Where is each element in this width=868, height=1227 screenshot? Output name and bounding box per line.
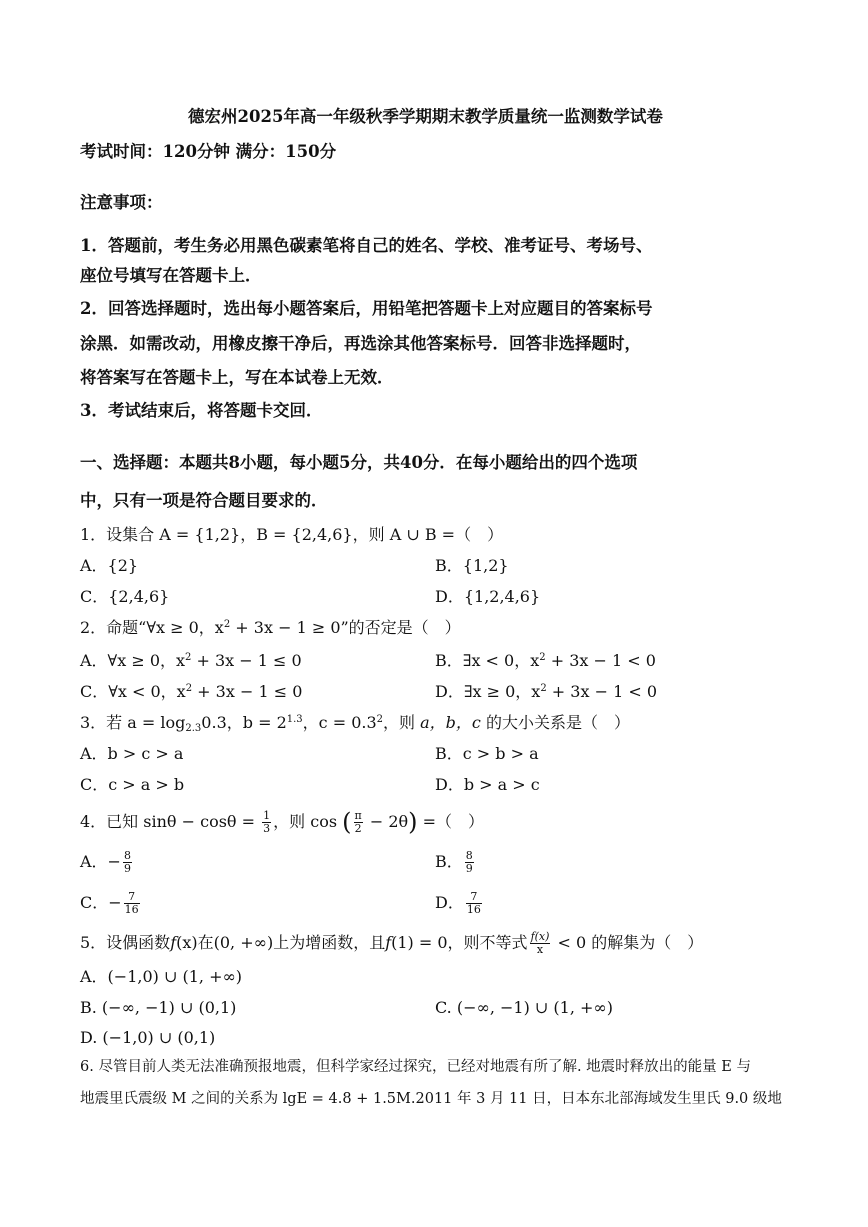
- section-1-heading-b: 中，只有一项是符合题目要求的．: [80, 491, 328, 510]
- note-2-line-a: 2．回答选择题时，选出每小题答案后，用铅笔把答题卡上对应题目的答案标号: [80, 299, 653, 318]
- exam-title: 德宏州2025年高一年级秋季学期期末教学质量统一监测数学试卷: [188, 107, 663, 126]
- q2-stem: 2．命题“∀x ≥ 0，$x^2 + 3x - 1 \ge 0$”的否定是（ ）: [80, 618, 461, 637]
- q1-option-c: C．{2,4,6}: [80, 587, 170, 606]
- q4-option-a: A．− $\frac{8}{9}$: [80, 849, 131, 875]
- q2-option-b: B．∃x < 0，$x^2 + 3x - 1 < 0$: [435, 651, 656, 670]
- note-2-line-c: 将答案写在答题卡上，写在本试卷上无效．: [80, 368, 394, 387]
- note-2-line-b: 涂黑．如需改动，用橡皮擦干净后，再选涂其他答案标号．回答非选择题时，: [80, 334, 641, 353]
- note-3: 3．考试结束后，将答题卡交回．: [80, 401, 323, 420]
- q3-option-a: A．b > c > a: [80, 744, 184, 763]
- q1-option-d: D．{1,2,4,6}: [435, 587, 541, 606]
- q4-stem: 4．已知 sinθ − cosθ = $\frac{1}{3}$ ，则 cos ( $\frac{\pi}{2}$ − 2θ) =（ ）: [80, 808, 485, 836]
- q5-stem: 5．设偶函数f(x)在(0, +∞)上为增函数，且f(1) = 0，则不等式 $\frac{f(x)}{x}$ < 0 的解集为（ ）: [80, 930, 704, 956]
- q5-option-c: C. (−∞, −1) ∪ (1, +∞): [435, 998, 613, 1017]
- q2-option-c: C．∀x < 0，$x^2 + 3x - 1 \le 0$: [80, 682, 303, 701]
- q3-option-d: D．b > a > c: [435, 775, 540, 794]
- notes-heading: 注意事项：: [80, 193, 163, 212]
- q5-option-d: D. (−1,0) ∪ (0,1): [80, 1028, 216, 1047]
- q3-option-c: C．c > a > b: [80, 775, 185, 794]
- note-1-line-a: 1．答题前，考生务必用黑色碳素笔将自己的姓名、学校、准考证号、考场号、: [80, 236, 653, 255]
- q3-stem: 3．若 $a = \log_{2.3}0.3$，$b = 2^{1.3}$，$c = 0.3^2$，则 a，b，c 的大小关系是（ ）: [80, 713, 630, 734]
- note-1-line-b: 座位号填写在答题卡上．: [80, 266, 262, 285]
- q5-option-a: A．(−1,0) ∪ (1, +∞): [80, 967, 243, 986]
- q1-option-a: A．{2}: [80, 556, 139, 575]
- time-score-line: 考试时间：120分钟 满分：150分: [80, 142, 337, 161]
- q1-option-b: B．{1,2}: [435, 556, 509, 575]
- section-1-heading-a: 一、选择题：本题共8小题，每小题5分，共40分．在每小题给出的四个选项: [80, 453, 638, 472]
- q5-option-b: B. (−∞, −1) ∪ (0,1): [80, 998, 237, 1017]
- q6-line-a: 6. 尽管目前人类无法准确预报地震，但科学家经过探究，已经对地震有所了解. 地震时释放出的能量 E 与: [80, 1059, 751, 1075]
- q2-option-a: A．∀x ≥ 0，$x^2 + 3x - 1 \le 0$: [80, 651, 302, 670]
- q4-option-c: C．− $\frac{7}{16}$: [80, 890, 139, 916]
- q3-option-b: B．c > b > a: [435, 744, 539, 763]
- q6-line-b: 地震里氏震级 M 之间的关系为 lgE = 4.8 + 1.5M.2011 年 3 月 11 日，日本东北部海域发生里氏 9.0 级地: [80, 1091, 782, 1107]
- q2-option-d: D．∃x ≥ 0，$x^2 + 3x - 1 < 0$: [435, 682, 657, 701]
- q4-option-b: B． $\frac{8}{9}$: [435, 849, 473, 875]
- q4-option-d: D． $\frac{7}{16}$: [435, 890, 481, 916]
- q1-stem: 1．设集合 A = {1,2}，B = {2,4,6}，则 A ∪ B =（ ）: [80, 525, 504, 544]
